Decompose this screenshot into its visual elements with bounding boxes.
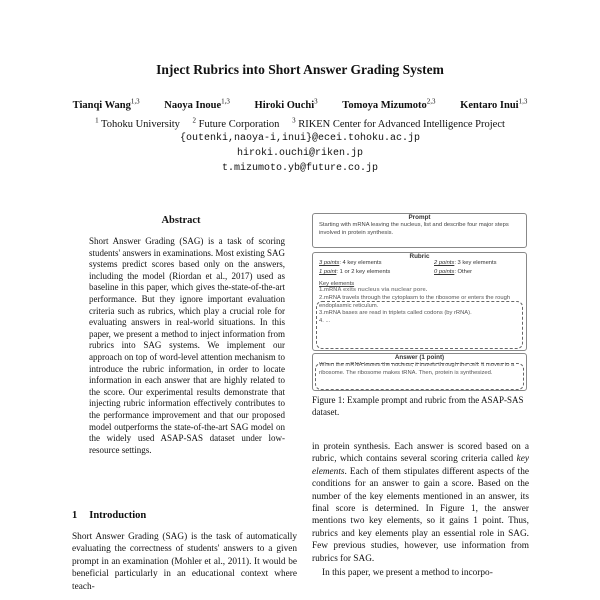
answer-text: When the mRNA leaves the nucleus, it travels through the cell. It moves to a ribosome. The ribosome makes tRNA. Then, protein is synthesized. [319, 362, 515, 376]
author: Tomoya Mizumoto$^{2,3}$ [342, 97, 436, 111]
email-line: hiroki.ouchi@riken.jp [236, 148, 364, 159]
figure-caption: Figure 1: Example prompt and rubric from the ASAP-SAS dataset. [312, 395, 524, 417]
rubric-label: Rubric [409, 253, 430, 260]
prompt-label: Prompt [408, 214, 431, 221]
affiliation: $^1$ Tohoku University [95, 116, 180, 130]
key-element: 2.mRNA travels through the cytoplasm to the ribosome or enters the rough endoplasmic reticulum. [319, 294, 511, 309]
author: Hiroki Ouchi$^3$ [254, 97, 318, 111]
key-element: 3.mRNA bases are read in triplets called codons (by rRNA). [319, 310, 472, 317]
paragraph: in protein synthesis. Each answer is scored based on a rubric, which contains several scoring criteria called key elements. Each of them stipulates different aspects of the conditions for an answer to gain a score. Based on the number of the key elements mentioned in an answer, its final score is determined. In Figure 1, the answer mentions two key elements, so it gains 1 point. Thus, rubrics and key elements play an essential role in SAG. Few previous studies, however, use information from rubrics for SAG. [312, 442, 529, 564]
rubric-box [312, 252, 527, 351]
key-element: 1.mRNA exits nucleus via nuclear pore. [319, 287, 428, 293]
email-line: {outenki,naoya-i,inui}@ecei.tohoku.ac.jp [179, 133, 421, 144]
figure-1 [312, 213, 527, 390]
abstract-text: Short Answer Grading (SAG) is a task of scoring students' answers in examinations. Most existing SAG systems predict scores based only on the answers, including the model (Riordan et al., 2017) used as baseline in this paper, which gives the-state-of-the-art performance. But they ignore important evaluation criteria such as rubrics, which play a crucial role for evaluating answers in real-world situations. In this paper, we present a method to inject information from rubrics into SAG systems. We implement our approach on top of word-level attention mechanism to introduce the rubric information, in order to locate information in each answer that are highly related to the score. Our experimental results demonstrate that injecting rubric information effectively contributes to the performance improvement and that our proposed model outperforms the state-of-the-art SAG model on the widely used ASAP-SAS dataset under low-resource settings. [89, 236, 285, 455]
answer-box [312, 353, 527, 391]
author: Tianqi Wang$^{1,3}$ [72, 97, 140, 111]
intro-text: Short Answer Grading (SAG) is the task of automatically evaluating the correctness of students' answers to a given prompt in an examination (Mohler et al., 2011). It would be beneficial particularly in an educational context where teach- [72, 532, 297, 592]
affiliation-list [0, 116, 600, 130]
affiliation: $^2$ Future Corporation [192, 116, 280, 130]
answer-label: Answer (1 point) [394, 354, 445, 361]
abstract-heading: Abstract [161, 215, 201, 226]
rubric-row: 1 point: 1 or 2 key elements 0 points: Other [319, 269, 473, 275]
author: Naoya Inoue$^{1,3}$ [164, 97, 230, 111]
key-elements-label: Key elements [319, 281, 355, 287]
prompt-text: Starting with mRNA leaving the nucleus, list and describe four major steps involved in protein synthesis. [319, 222, 509, 236]
key-elements-box [316, 301, 523, 349]
paragraph: In this paper, we present a method to incorpo- [322, 568, 493, 579]
key-element: 4. ... [319, 318, 331, 325]
prompt-box [312, 213, 527, 248]
paper-title: Inject Rubrics into Short Answer Grading System [156, 62, 444, 77]
answer-highlight [315, 363, 524, 390]
author: Kentaro Inui$^{1,3}$ [460, 97, 528, 111]
email-line: t.mizumoto.yb@future.co.jp [221, 163, 379, 174]
author-list [0, 97, 600, 111]
rubric-row: 3 points: 4 key elements 2 points: 3 key elements [319, 260, 497, 266]
section-heading: 1 Introduction [72, 510, 147, 521]
affiliation: $^3$ RIKEN Center for Advanced Intelligence Project [292, 116, 505, 130]
right-column-text [312, 441, 529, 579]
